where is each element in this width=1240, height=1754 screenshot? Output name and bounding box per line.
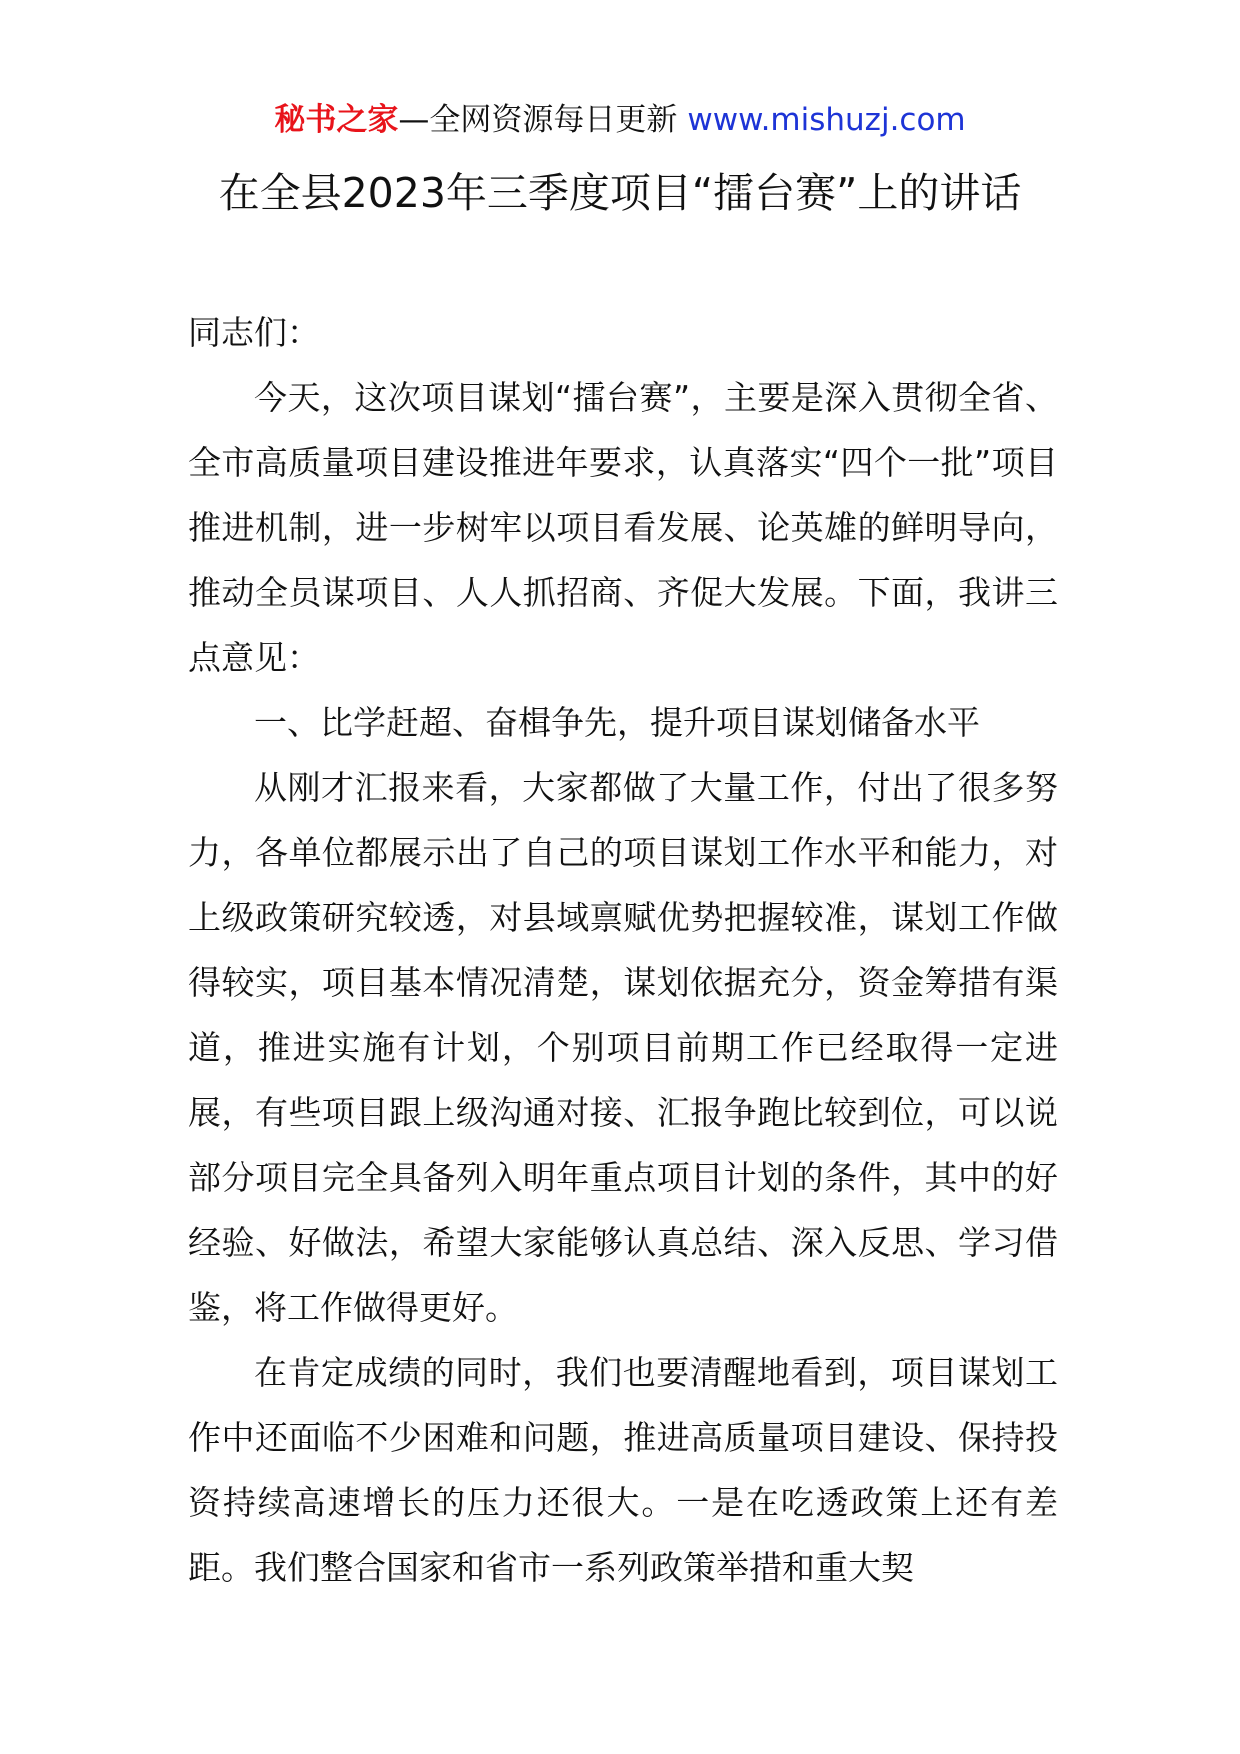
paragraph-problems: 在肯定成绩的同时，我们也要清醒地看到，项目谋划工作中还面临不少困难和问题，推进高质量项目建设、保持投资持续高速增长的压力还很大。一是在吃透政策上还有差距。我们整合国家和省市一系列政策举措和重大契 [188,1353,1058,1587]
paragraph-intro: 今天，这次项目谋划“擂台赛”，主要是深入贯彻全省、全市高质量项目建设推进年要求，认真落实“四个一批”项目推进机制，进一步树牢以项目看发展、论英雄的鲜明导向，推动全员谋项目、人人抓招商、齐促大发展。下面，我讲三点意见： [188,378,1058,677]
site-header [0,100,1240,140]
section-heading-1: 一、比学赶超、奋楫争先，提升项目谋划储备水平 [254,703,980,742]
salutation: 同志们： [188,313,320,352]
document-title: 在全县2023年三季度项目“擂台赛”上的讲话 [218,169,1022,217]
site-name: 秘书之家 [274,102,399,138]
document-body [188,300,1058,1600]
site-url-link[interactable]: www.mishuzj.com [687,102,966,138]
paragraph-achievements: 从刚才汇报来看，大家都做了大量工作，付出了很多努力，各单位都展示出了自己的项目谋划工作水平和能力，对上级政策研究较透，对县域禀赋优势把握较准，谋划工作做得较实，项目基本情况清楚，谋划依据充分，资金筹措有渠道，推进实施有计划，个别项目前期工作已经取得一定进展，有些项目跟上级沟通对接、汇报争跑比较到位，可以说部分项目完全具备列入明年重点项目计划的条件，其中的好经验、好做法，希望大家能够认真总结、深入反思、学习借鉴，将工作做得更好。 [188,768,1058,1327]
site-tagline: —全网资源每日更新 [398,102,678,138]
